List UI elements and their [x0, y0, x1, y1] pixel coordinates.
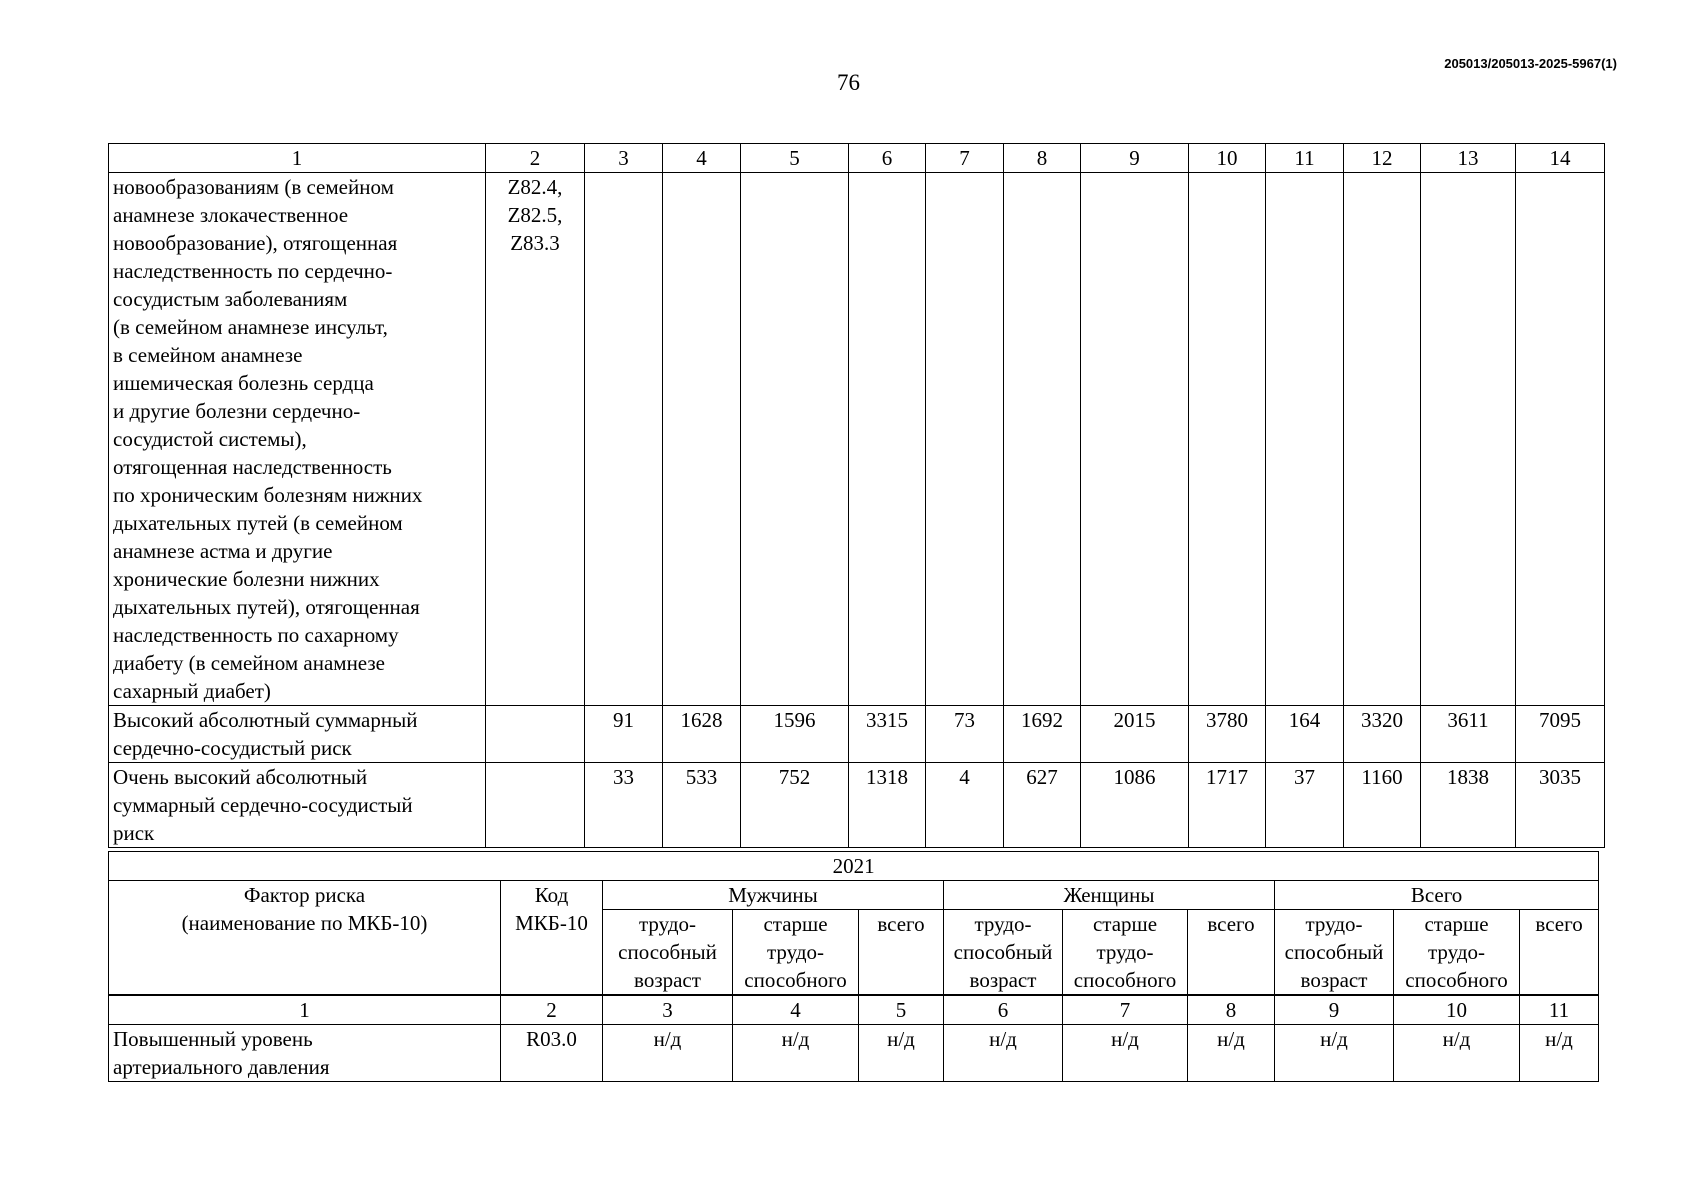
table-cell: 3035 — [1516, 763, 1605, 848]
year-row — [109, 852, 1599, 881]
table-cell: н/д — [1188, 1025, 1275, 1082]
table-cell: 4 — [926, 763, 1004, 848]
table-cell: 1838 — [1421, 763, 1516, 848]
table-cell: 1628 — [663, 706, 741, 763]
column-number: 14 — [1516, 144, 1605, 173]
column-number: 6 — [849, 144, 926, 173]
table-row — [109, 173, 1605, 706]
risk-factor-header: Фактор риска (наименование по МКБ-10) — [109, 881, 501, 995]
subheader-total: всего — [859, 910, 944, 995]
indicators-table-top — [108, 143, 1605, 848]
column-number: 11 — [1266, 144, 1344, 173]
table-cell — [741, 173, 849, 706]
table-cell: 1596 — [741, 706, 849, 763]
table-cell: н/д — [944, 1025, 1063, 1082]
column-number: 4 — [733, 996, 859, 1025]
subheader-over-working-age: старше трудо- способного — [733, 910, 859, 995]
table-cell: н/д — [859, 1025, 944, 1082]
table-cell: 91 — [585, 706, 663, 763]
table-cell: 1086 — [1081, 763, 1189, 848]
table-cell: н/д — [1394, 1025, 1520, 1082]
column-number: 2 — [486, 144, 585, 173]
column-number: 2 — [501, 996, 603, 1025]
table-cell — [585, 173, 663, 706]
table-cell — [663, 173, 741, 706]
table-cell — [849, 173, 926, 706]
column-number: 10 — [1394, 996, 1520, 1025]
column-number: 6 — [944, 996, 1063, 1025]
table-cell: 2015 — [1081, 706, 1189, 763]
table-cell — [1081, 173, 1189, 706]
column-number: 3 — [585, 144, 663, 173]
table-row — [109, 1025, 1599, 1082]
column-number: 11 — [1520, 996, 1599, 1025]
table-cell: 1318 — [849, 763, 926, 848]
table-cell: 3320 — [1344, 706, 1421, 763]
year-label: 2021 — [109, 852, 1599, 881]
table-cell: н/д — [1520, 1025, 1599, 1082]
subheader-total: всего — [1520, 910, 1599, 995]
column-number: 3 — [603, 996, 733, 1025]
group-header-men: Мужчины — [603, 881, 944, 910]
column-numbers-row — [109, 144, 1605, 173]
table-cell: 7095 — [1516, 706, 1605, 763]
column-number: 10 — [1189, 144, 1266, 173]
table-cell: 3611 — [1421, 706, 1516, 763]
column-number: 7 — [1063, 996, 1188, 1025]
column-number: 5 — [741, 144, 849, 173]
column-number: 12 — [1344, 144, 1421, 173]
subheader-working-age: трудо- способный возраст — [603, 910, 733, 995]
risk-factor-name: новообразованиям (в семейном анамнезе злокачественное новообразование), отягощенная наследственность по сердечно- сосудистым заболеваниям (в семейном анамнезе инсульт, в семейном анамнезе ишемическая болезнь сердца и другие болезни сердечно- сосудистой системы), отягощенная наследственность по хроническим болезням нижних дыхательных путей (в семейном анамнезе астма и другие хронические болезни нижних дыхательных путей), отягощенная наследственность по сахарному диабету (в семейном анамнезе сахарный диабет) — [109, 173, 486, 706]
subheader-over-working-age: старше трудо- способного — [1063, 910, 1188, 995]
column-numbers-row — [109, 996, 1599, 1025]
table-cell — [1344, 173, 1421, 706]
table-cell — [1516, 173, 1605, 706]
subheader-working-age: трудо- способный возраст — [944, 910, 1063, 995]
subheader-working-age: трудо- способный возраст — [1275, 910, 1394, 995]
group-header-total: Всего — [1275, 881, 1599, 910]
column-number: 8 — [1004, 144, 1081, 173]
document-id: 205013/205013-2025-5967(1) — [1444, 56, 1617, 71]
page-number: 76 — [837, 70, 860, 95]
icd-code — [486, 763, 585, 848]
column-number: 9 — [1275, 996, 1394, 1025]
column-number: 7 — [926, 144, 1004, 173]
column-number: 13 — [1421, 144, 1516, 173]
table-cell: 164 — [1266, 706, 1344, 763]
group-header-row — [109, 881, 1599, 910]
table-cell: 752 — [741, 763, 849, 848]
risk-factor-name: Повышенный уровень артериального давления — [109, 1025, 501, 1082]
table-cell: 73 — [926, 706, 1004, 763]
table-cell: 533 — [663, 763, 741, 848]
group-header-women: Женщины — [944, 881, 1275, 910]
table-cell: 627 — [1004, 763, 1081, 848]
column-number: 4 — [663, 144, 741, 173]
column-number: 1 — [109, 996, 501, 1025]
subheader-total: всего — [1188, 910, 1275, 995]
icd-code: R03.0 — [501, 1025, 603, 1082]
table-cell — [1189, 173, 1266, 706]
table-cell: 3780 — [1189, 706, 1266, 763]
code-header: Код МКБ-10 — [501, 881, 603, 995]
table-cell: 3315 — [849, 706, 926, 763]
column-number: 1 — [109, 144, 486, 173]
table-cell: 1692 — [1004, 706, 1081, 763]
indicators-table-2021-header — [108, 851, 1599, 995]
column-number: 9 — [1081, 144, 1189, 173]
table-cell — [1266, 173, 1344, 706]
indicators-table-2021-body — [108, 995, 1599, 1082]
table-cell: 1160 — [1344, 763, 1421, 848]
table-cell: 33 — [585, 763, 663, 848]
subheader-over-working-age: старше трудо- способного — [1394, 910, 1520, 995]
column-number: 8 — [1188, 996, 1275, 1025]
table-cell: н/д — [1063, 1025, 1188, 1082]
table-cell: 1717 — [1189, 763, 1266, 848]
icd-code: Z82.4, Z82.5, Z83.3 — [486, 173, 585, 706]
risk-factor-name: Очень высокий абсолютный суммарный сердечно-сосудистый риск — [109, 763, 486, 848]
table-cell — [1421, 173, 1516, 706]
table-cell — [926, 173, 1004, 706]
table-row — [109, 706, 1605, 763]
table-cell: н/д — [603, 1025, 733, 1082]
table-row — [109, 763, 1605, 848]
column-number: 5 — [859, 996, 944, 1025]
table-cell: 37 — [1266, 763, 1344, 848]
icd-code — [486, 706, 585, 763]
table-cell: н/д — [733, 1025, 859, 1082]
table-cell — [1004, 173, 1081, 706]
table-cell: н/д — [1275, 1025, 1394, 1082]
risk-factor-name: Высокий абсолютный суммарный сердечно-сосудистый риск — [109, 706, 486, 763]
